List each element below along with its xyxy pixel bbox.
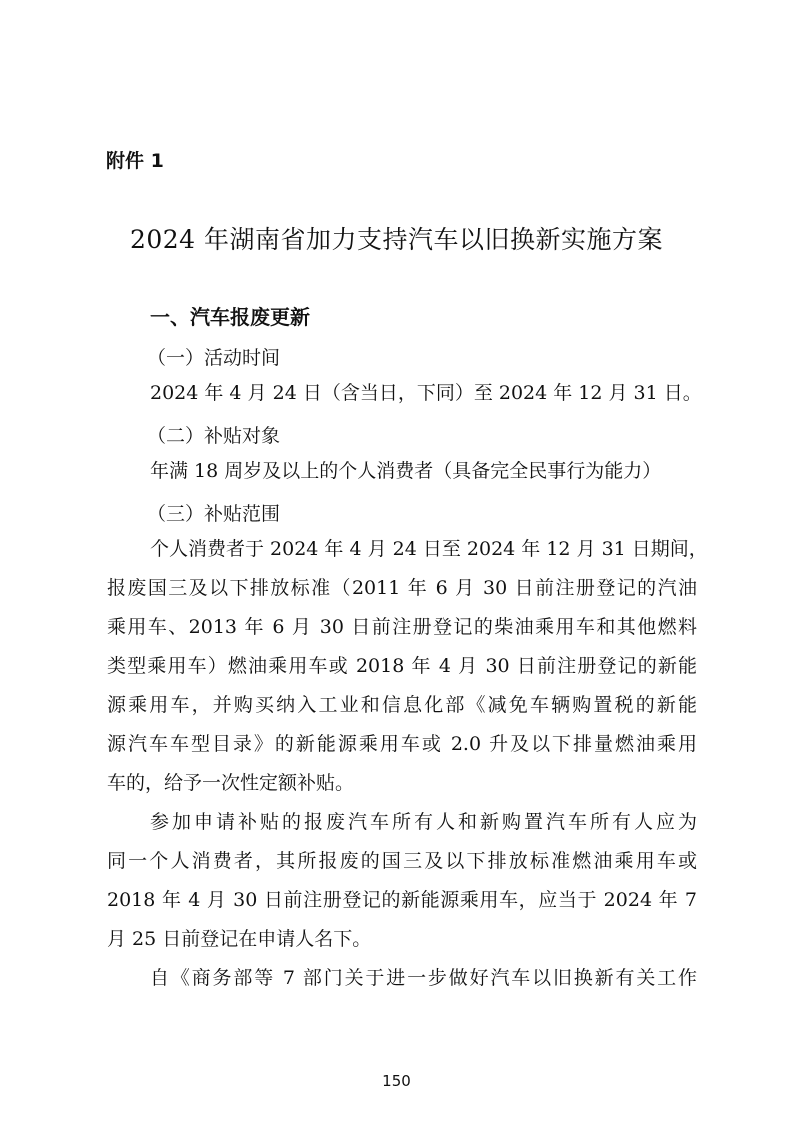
paragraph-line: 类型乘用车）燃油乘用车或 2018 年 4 月 30 日前注册登记的新能 — [107, 655, 697, 677]
paragraph-line: 参加申请补贴的报废汽车所有人和新购置汽车所有人应为 — [150, 811, 697, 833]
paragraph-line: 2018 年 4 月 30 日前注册登记的新能源乘用车，应当于 2024 年 7 — [107, 889, 697, 911]
section-heading: 一、汽车报废更新 — [150, 305, 310, 329]
page-number: 150 — [382, 1072, 411, 1090]
subsection-heading-2: （二）补贴对象 — [147, 425, 281, 447]
subsection-heading-1: （一）活动时间 — [147, 347, 281, 369]
paragraph-line: 源乘用车，并购买纳入工业和信息化部《减免车辆购置税的新能 — [107, 694, 697, 716]
activity-time-text: 2024 年 4 月 24 日（含当日，下同）至 2024 年 12 月 31 日。 — [150, 382, 702, 404]
paragraph-line: 月 25 日前登记在申请人名下。 — [107, 928, 372, 950]
paragraph-line: 乘用车、2013 年 6 月 30 日前注册登记的柴油乘用车和其他燃料 — [107, 616, 697, 638]
paragraph-line: 同一个人消费者，其所报废的国三及以下排放标准燃油乘用车或 — [107, 850, 697, 872]
annex-label: 附件 1 — [106, 150, 164, 172]
paragraph-line: 报废国三及以下排放标准（2011 年 6 月 30 日前注册登记的汽油 — [107, 577, 697, 599]
subsidy-target-text: 年满 18 周岁及以上的个人消费者（具备完全民事行为能力） — [150, 460, 662, 482]
paragraph-line: 源汽车车型目录》的新能源乘用车或 2.0 升及以下排量燃油乘用 — [107, 733, 697, 755]
paragraph-line: 车的，给予一次性定额补贴。 — [107, 772, 355, 794]
paragraph-line: 自《商务部等 7 部门关于进一步做好汽车以旧换新有关工作 — [150, 967, 697, 989]
document-title: 2024 年湖南省加力支持汽车以旧换新实施方案 — [129, 225, 664, 254]
subsection-heading-3: （三）补贴范围 — [147, 503, 281, 525]
paragraph-line: 个人消费者于 2024 年 4 月 24 日至 2024 年 12 月 31 日期间， — [150, 538, 708, 560]
